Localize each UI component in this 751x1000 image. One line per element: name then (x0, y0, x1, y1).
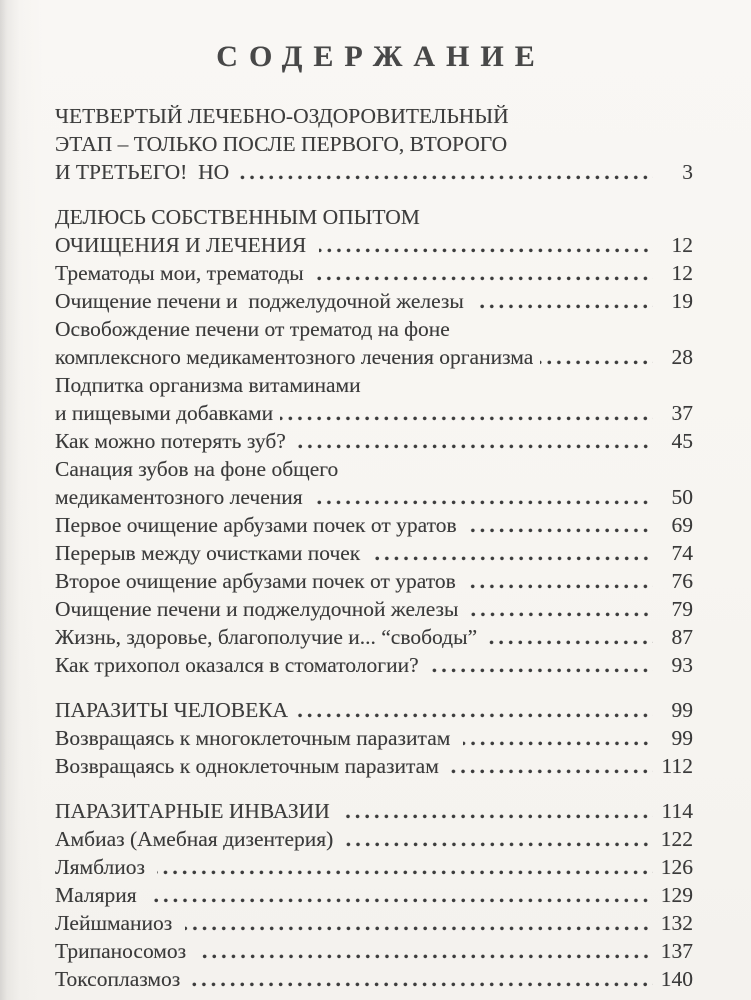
toc-page-number: 28 (671, 345, 693, 369)
dot-leader (466, 612, 654, 617)
toc-entry-line (55, 908, 693, 936)
dot-leader (489, 640, 653, 645)
dot-leader (157, 870, 653, 875)
dot-leader (236, 175, 653, 180)
toc-entry (55, 751, 693, 779)
toc-entry-text: Как можно потерять зуб? (55, 429, 286, 453)
toc-entry-text: ОЧИЩЕНИЯ И ЛЕЧЕНИЯ (55, 233, 312, 257)
toc-page-number: 122 (660, 827, 693, 851)
toc-entry-text: Трипаносомоз (55, 939, 192, 963)
toc-entry-text: Токсоплазмоз (55, 967, 181, 991)
toc-entry-text: Лейшманиоз (55, 911, 178, 935)
toc-entry (55, 695, 693, 723)
toc-entry-line (55, 964, 693, 992)
toc-entry-text: Перерыв между очистками почек (55, 541, 366, 565)
dot-leader (468, 584, 653, 589)
toc-entry-line (55, 695, 693, 723)
toc-page-number: 50 (671, 485, 693, 509)
dot-leader (295, 713, 653, 718)
toc-entry-line (55, 426, 693, 454)
dot-leader (316, 276, 653, 281)
toc-page-number: 3 (682, 160, 693, 184)
toc-entry-text: ПАРАЗИТАРНЫЕ ИНВАЗИИ (55, 799, 336, 823)
toc-entry-line (55, 101, 693, 129)
toc-page-number: 12 (671, 261, 693, 285)
toc-entry-text: Как трихопол оказался в стоматологии? (55, 653, 425, 677)
toc-entry-text: Второе очищение арбузами почек от уратов (55, 569, 462, 593)
toc-page-number: 140 (660, 967, 693, 991)
toc-page-number: 74 (671, 541, 693, 565)
toc-entry (55, 650, 693, 678)
toc-entry-line (55, 230, 693, 258)
toc-entry-line (55, 566, 693, 594)
dot-leader (315, 500, 653, 505)
dot-leader (476, 304, 653, 309)
toc-entry (55, 566, 693, 594)
toc-page-number: 87 (671, 625, 693, 649)
toc-entry-line (55, 936, 693, 964)
toc-entry-text: Трематоды мои, трематоды (55, 261, 310, 285)
toc-entry-line (55, 852, 693, 880)
toc-entry (55, 880, 693, 908)
toc-entry (55, 538, 693, 566)
toc-entry-line (55, 157, 693, 185)
toc-page-number: 69 (671, 513, 693, 537)
toc-entry-line (55, 314, 693, 342)
toc-entry-line (55, 258, 693, 286)
dot-leader (185, 926, 653, 931)
toc-page-number: 137 (660, 939, 693, 963)
toc-entry-text: Возвращаясь к многоклеточным паразитам (55, 726, 456, 750)
toc-entry-line (55, 370, 693, 398)
dot-leader (463, 741, 653, 746)
toc-entry-line (55, 286, 693, 314)
toc-entry-text: Освобождение печени от трематод на фоне (55, 317, 450, 341)
toc-list (55, 101, 693, 992)
toc-entry-line (55, 342, 693, 370)
toc-entry (55, 426, 693, 454)
toc-entry-text: ПАРАЗИТЫ ЧЕЛОВЕКА (55, 698, 289, 722)
dot-leader (431, 668, 653, 673)
toc-entry-text: Малярия (55, 883, 142, 907)
toc-entry-line (55, 650, 693, 678)
toc-entry (55, 258, 693, 286)
dot-leader (319, 248, 653, 253)
toc-entry-text: Возвращаясь к одноклеточным паразитам (55, 754, 445, 778)
toc-entry-line (55, 510, 693, 538)
toc-page-number: 19 (671, 289, 693, 313)
toc-entry-text: Амбиаз (Амебная дизентерия) (55, 827, 339, 851)
dot-leader (149, 898, 653, 903)
toc-entry-text: Санация зубов на фоне общего (55, 457, 339, 481)
dot-leader (342, 814, 653, 819)
dot-leader (199, 954, 653, 959)
toc-entry-text: ЭТАП – ТОЛЬКО ПОСЛЕ ПЕРВОГО, ВТОРОГО (55, 132, 508, 156)
toc-page-number: 93 (671, 653, 693, 677)
dot-leader (187, 982, 653, 987)
toc-entry-line (55, 880, 693, 908)
toc-entry-text: комплексного медикаментозного лечения организма (55, 345, 534, 369)
toc-entry (55, 286, 693, 314)
toc-entry-line (55, 454, 693, 482)
toc-entry-line (55, 538, 693, 566)
toc-entry (55, 454, 693, 510)
toc-entry-line (55, 202, 693, 230)
toc-entry-text: и пищевыми добавками (55, 401, 274, 425)
toc-entry (55, 314, 693, 370)
toc-entry (55, 852, 693, 880)
toc-entry (55, 908, 693, 936)
toc-entry (55, 370, 693, 426)
page-title: СОДЕРЖАНИЕ (216, 40, 546, 73)
toc-page-number: 76 (671, 569, 693, 593)
toc-page-number: 12 (671, 233, 693, 257)
toc-entry-text: медикаментозного лечения (55, 485, 309, 509)
toc-page-number: 99 (671, 698, 693, 722)
toc-entry-text: Очищение печени и поджелудочной железы (55, 289, 470, 313)
dot-leader (469, 528, 653, 533)
toc-entry (55, 723, 693, 751)
toc-entry-text: Жизнь, здоровье, благополучие и... “свободы” (55, 625, 483, 649)
toc-entry-line (55, 751, 693, 779)
toc-entry-text: Лямблиоз (55, 855, 151, 879)
toc-page-number: 45 (671, 429, 693, 453)
toc-entry-text: И ТРЕТЬЕГО! НО (55, 160, 230, 184)
dot-leader (373, 556, 653, 561)
toc-entry (55, 936, 693, 964)
toc-entry (55, 824, 693, 852)
toc-entry-line (55, 723, 693, 751)
toc-entry-text: Очищение печени и поджелудочной железы (55, 597, 459, 621)
toc-entry-text: ЧЕТВЕРТЫЙ ЛЕЧЕБНО-ОЗДОРОВИТЕЛЬНЫЙ (55, 104, 509, 128)
toc-entry (55, 622, 693, 650)
dot-leader (346, 842, 653, 847)
toc-page-number: 37 (671, 401, 693, 425)
dot-leader (540, 360, 653, 365)
toc-entry-text: Подпитка организма витаминами (55, 373, 361, 397)
toc-entry-line (55, 824, 693, 852)
dot-leader (280, 416, 653, 421)
toc-page-number: 112 (661, 754, 693, 778)
toc-entry (55, 101, 693, 185)
toc-entry-line (55, 594, 693, 622)
toc-entry-line (55, 398, 693, 426)
toc-entry (55, 964, 693, 992)
toc-page-number: 79 (671, 597, 693, 621)
toc-entry (55, 510, 693, 538)
toc-page-number: 126 (660, 855, 693, 879)
toc-page-number: 99 (671, 726, 693, 750)
toc-page-number: 114 (661, 799, 693, 823)
toc-entry-text: ДЕЛЮСЬ СОБСТВЕННЫМ ОПЫТОМ (55, 205, 420, 229)
toc-entry (55, 202, 693, 258)
toc-page-number: 132 (660, 911, 693, 935)
toc-page-number: 129 (660, 883, 693, 907)
toc-entry-line (55, 622, 693, 650)
toc-entry (55, 594, 693, 622)
toc-entry-line (55, 482, 693, 510)
toc-entry-text: Первое очищение арбузами почек от уратов (55, 513, 462, 537)
toc-entry-line (55, 129, 693, 157)
toc-entry (55, 796, 693, 824)
dot-leader (451, 769, 653, 774)
dot-leader (293, 444, 653, 449)
toc-entry-line (55, 796, 693, 824)
